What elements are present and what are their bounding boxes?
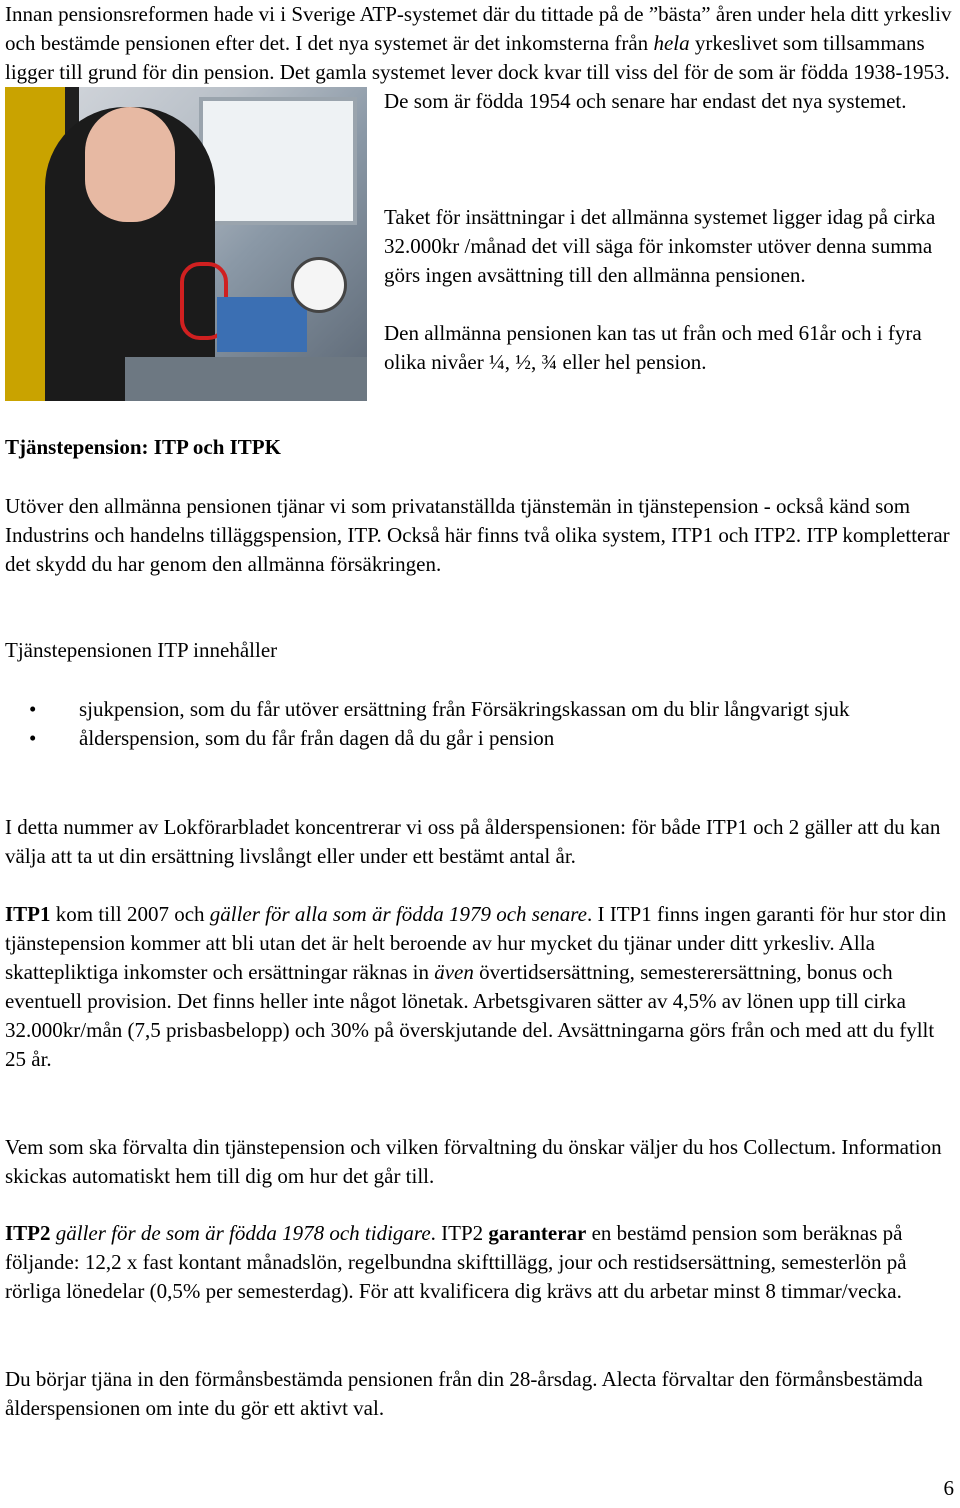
list-item: • sjukpension, som du får utöver ersättning från Försäkringskassan om du blir långvarigt sjuk [5, 695, 955, 724]
page-number: 6 [943, 1476, 954, 1500]
list-item: • ålderspension, som du får från dagen då du går i pension [5, 724, 955, 753]
section-heading: Tjänstepension: ITP och ITPK [5, 435, 281, 459]
itp2-paragraph: ITP2 gäller för de som är födda 1978 och tidigare. ITP2 garanterar en bestämd pension som beräknas på följande: 12,2 x fast kontant månadslön, regelbundna skifttillägg, jour och restidsersättning, semesterlön på rörliga lönedelar (0,5% per semesterdag). För att kvalificera dig krävs att du arbetar minst 8 timmar/vecka. [5, 1221, 907, 1303]
alecta-paragraph: Du börjar tjäna in den förmånsbestämda pensionen från din 28-årsdag. Alecta förvaltar den förmånsbestämda ålderspensionen om inte du gör ett aktivt val. [5, 1367, 923, 1420]
side-column [384, 203, 955, 377]
focus-paragraph: I detta nummer av Lokförarbladet koncentrerar vi oss på ålderspensionen: för både ITP1 och 2 gäller att du kan välja att ta ut din ersättning livslångt eller under ett bestämt antal år. [5, 815, 941, 868]
intro-paragraph-2: Taket för insättningar i det allmänna systemet ligger idag på cirka 32.000kr /månad det vill säga för inkomster utöver denna summa görs ingen avsättning till den allmänna pensionen. [384, 205, 936, 287]
intro-paragraph-3: Den allmänna pensionen kan tas ut från och med 61år och i fyra olika nivåer ¼, ½, ¾ eller hel pension. [384, 321, 922, 374]
itp1-paragraph: ITP1 kom till 2007 och gäller för alla som är födda 1979 och senare. I ITP1 finns ingen garanti för hur stor din tjänstepension kommer att bli utan det är helt beroende av hur mycket du tjänar under ditt yrkesliv. Alla skattepliktiga inkomster och ersättningar räknas in även övertidsersättning, semesterersättning, bonus och eventuell provision. Det finns heller inte något lönetak. Arbetsgivaren sätter av 4,5% av lönen upp till cirka 32.000kr/mån (7,5 prisbasbelopp) och 30% på överskjutande del. Avsättningarna görs från och med att du fyllt 25 år. [5, 902, 947, 1071]
intro-paragraph-1: Innan pensionsreformen hade vi i Sverige ATP-systemet där du tittade på de ”bästa” åren under hela ditt yrkesliv och bestämde pensionen efter det. I det nya systemet är det inkomsterna från hela yrkeslivet som tillsammans ligger till grund för din pension. Det gamla systemet lever dock kvar till viss del för de som är födda 1938-1953. De som är födda 1954 och senare har endast det nya systemet. [5, 2, 952, 113]
photo-train-driver [5, 87, 367, 401]
collectum-paragraph: Vem som ska förvalta din tjänstepension och vilken förvaltning du önskar väljer du hos Collectum. Information skickas automatiskt hem till dig om hur det går till. [5, 1135, 942, 1188]
itp-intro-paragraph: Utöver den allmänna pensionen tjänar vi som privatanställda tjänstemän in tjänstepension - också känd som Industrins och handelns tilläggspension, ITP. Också här finns två olika system, ITP1 och ITP2. ITP kompletterar det skydd du har genom den allmänna försäkringen. [5, 494, 950, 576]
itp-content-list [5, 695, 955, 753]
list-intro: Tjänstepensionen ITP innehåller [5, 638, 278, 662]
